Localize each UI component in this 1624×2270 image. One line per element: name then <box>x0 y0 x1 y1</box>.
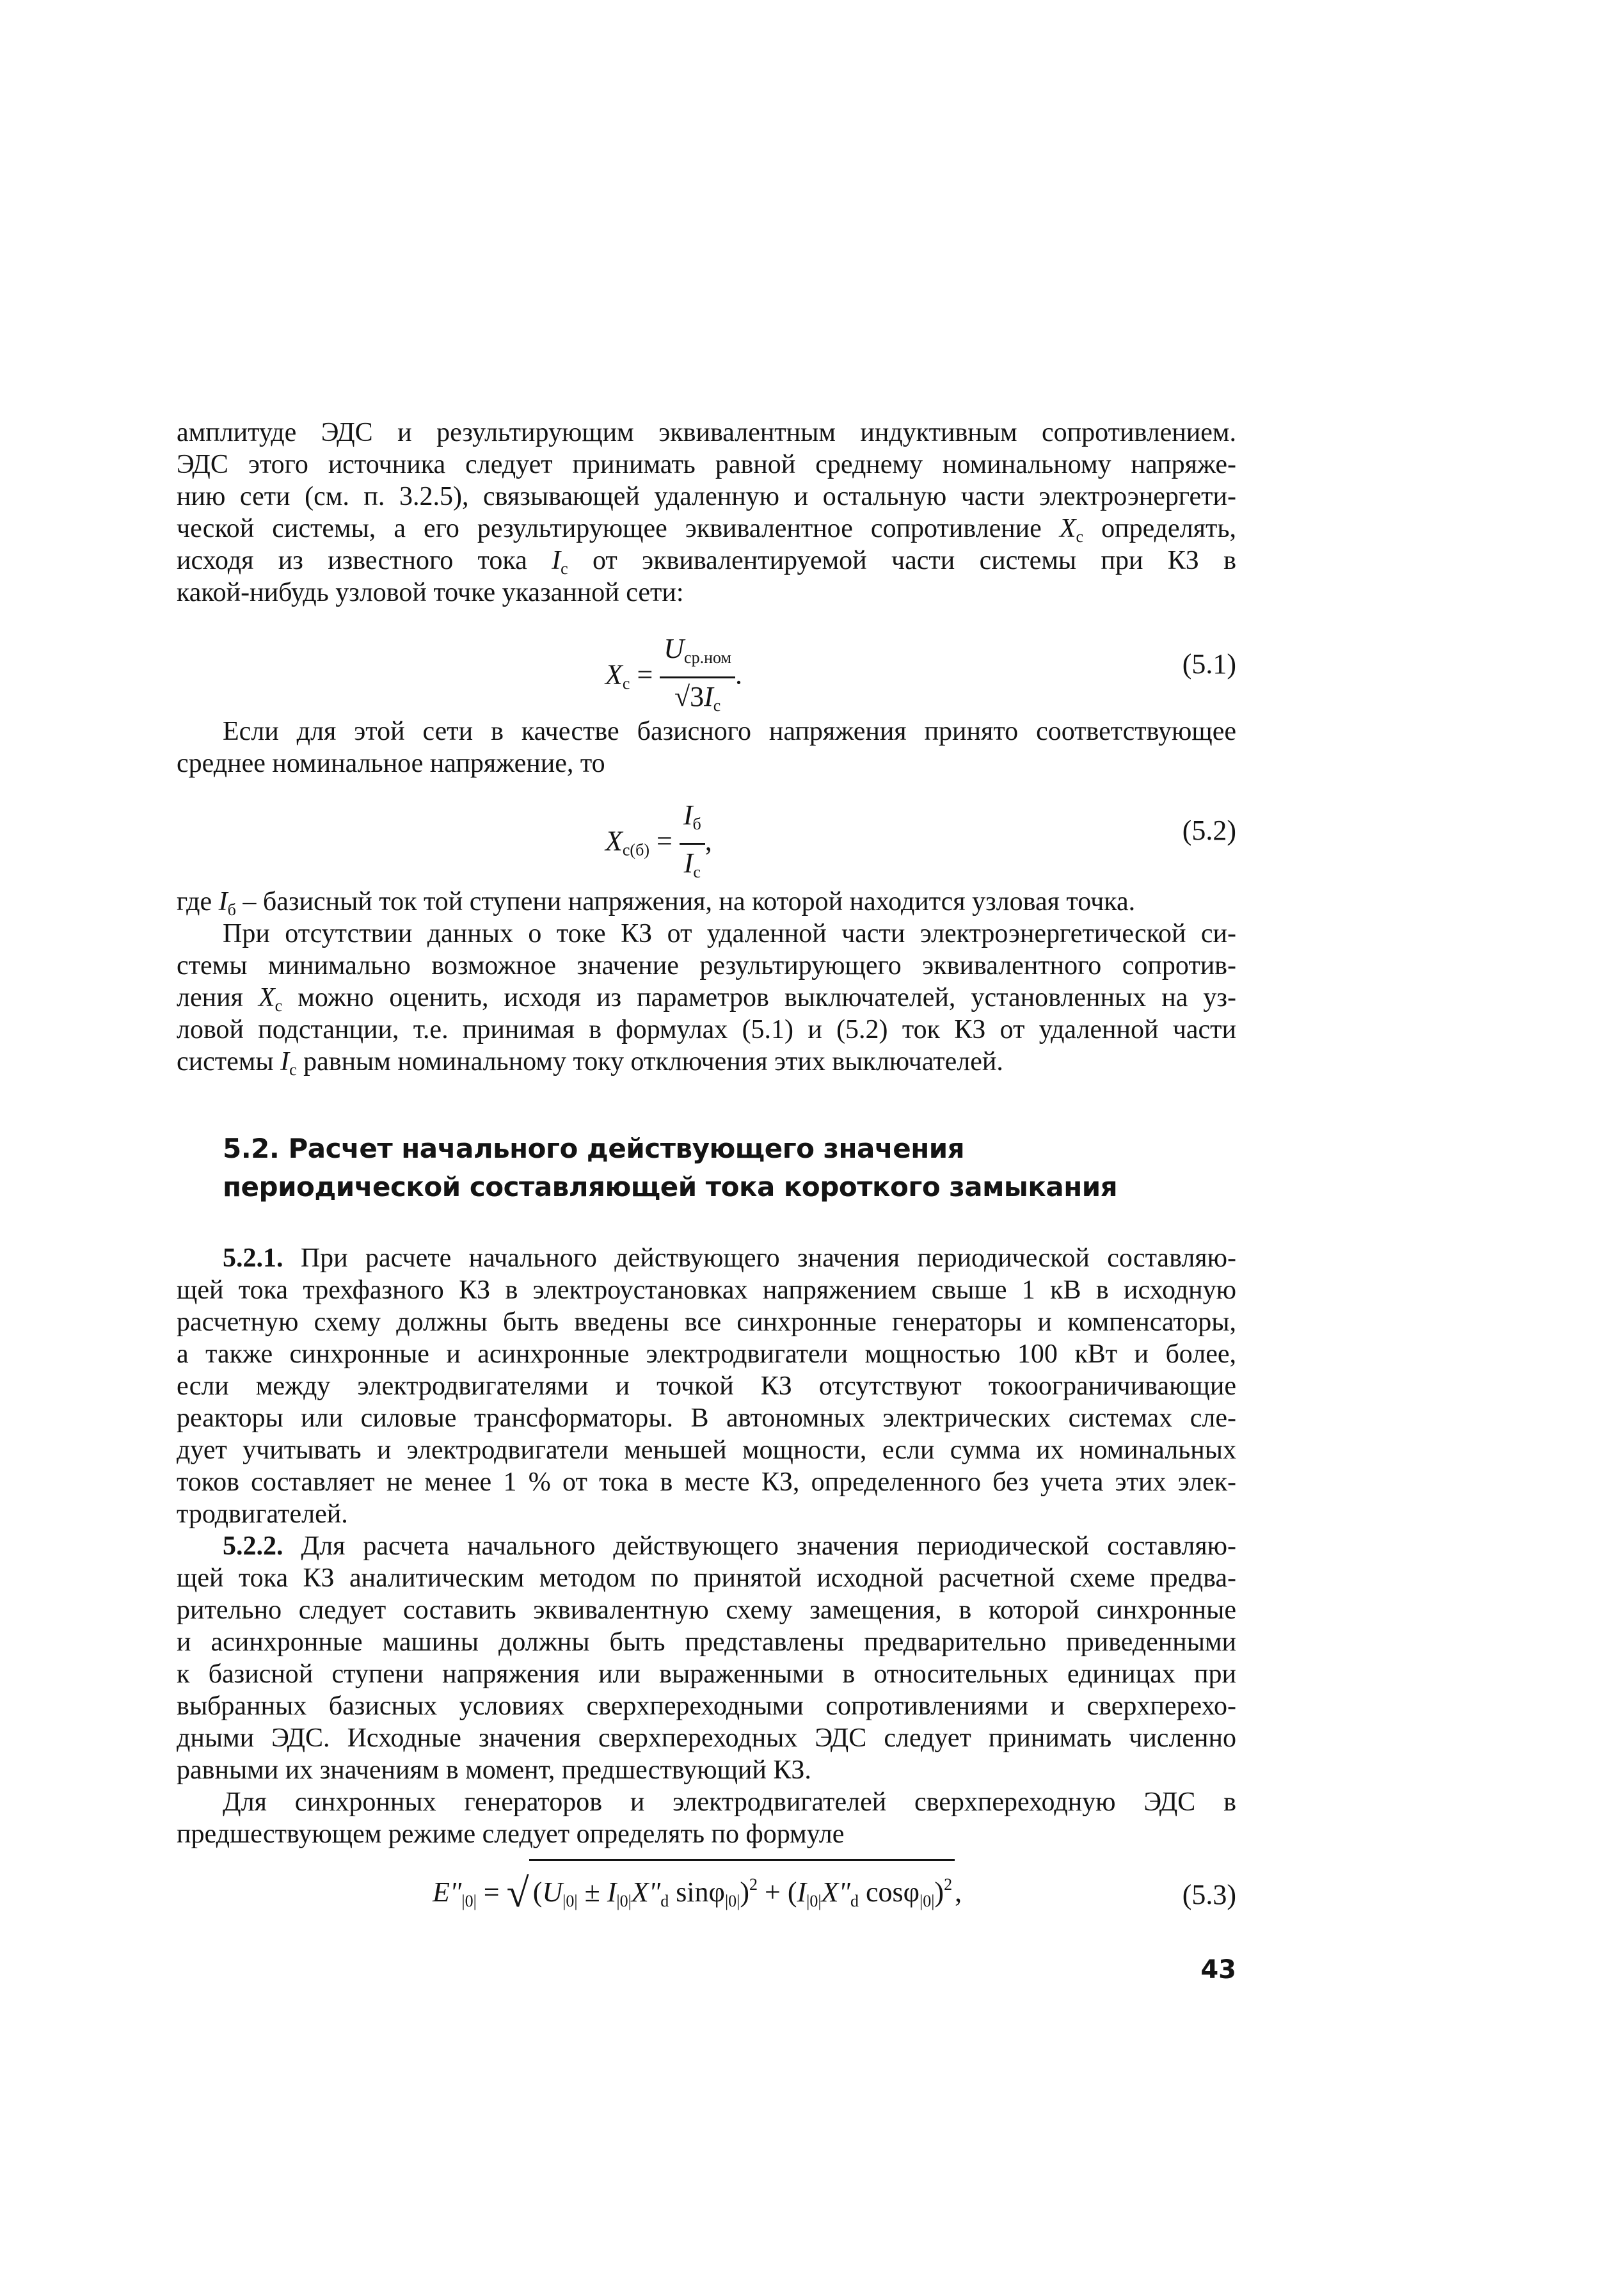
s522-line2: щей тока КЗ аналитическим методом по принятой исходной расчетной схеме предва- <box>177 1563 1236 1593</box>
equation-number: (5.1) <box>1182 648 1236 680</box>
s522-line7: дными ЭДС. Исходные значения сверхпереходных ЭДС следует принимать численно <box>177 1723 1236 1753</box>
para1-line2: ЭДС этого источника следует принимать равной среднему номинальному напряже- <box>177 450 1236 479</box>
s521-line5: если между электродвигателями и точкой КЗ отсутствуют токоограничивающие <box>177 1371 1236 1401</box>
para5-line2: предшествующем режиме следует определять по формуле <box>177 1819 845 1849</box>
formula-5-1: $X_с$ = $\frac{U_{ср.ном}}{√3I_с}$ . <box>605 630 742 724</box>
para4-line2: стемы минимально возможное значение результирующего эквивалентного сопротив- <box>177 951 1236 980</box>
equation-number: (5.2) <box>1182 815 1236 846</box>
s521-line7: дует учитывать и электродвигатели меньшей мощности, если сумма их номинальных <box>177 1435 1236 1465</box>
s521-line1: 5.2.1. При расчете начального действующего значения периодической составляю- <box>223 1243 1236 1273</box>
equation-number: (5.3) <box>1182 1879 1236 1910</box>
s521-line9: тродвигателей. <box>177 1499 348 1529</box>
para1-line6: какой-нибудь узловой точке указанной сети: <box>177 578 684 607</box>
para3-line1: где $I_б$ – базисный ток той ступени напряжения, на которой находится узловая точка. <box>177 887 1136 919</box>
formula-5-2: $X_{с(б)}$ = $\frac{I_б}{I_с}$ , <box>605 797 712 891</box>
s522-line4: и асинхронные машины должны быть представлены предварительно приведенными <box>177 1627 1236 1657</box>
para4-line3: ления $X_с$ можно оценить, исходя из параметров выключателей, установленных на уз- <box>177 983 1237 1015</box>
fraction: $\frac{U_{ср.ном}}{√3I_с}$ <box>660 630 735 724</box>
s522-line8: равными их значениям в момент, предшествующий КЗ. <box>177 1755 811 1785</box>
para5-line1: Для синхронных генераторов и электродвигателей сверхпереходную ЭДС в <box>223 1787 1236 1817</box>
para4-line1: При отсутствии данных о токе КЗ от удаленной части электроэнергетической си- <box>223 919 1236 948</box>
para1-line5: исходя из известного тока $I_с$ от эквивалентируемой части системы при КЗ в <box>177 546 1236 578</box>
s521-line3: расчетную схему должны быть введены все синхронные генераторы и компенсаторы, <box>177 1307 1236 1337</box>
s522-line5: к базисной ступени напряжения или выраженными в относительных единицах при <box>177 1659 1236 1689</box>
radicand: ($U_{|0|}$ ± $I_{|0|}X"_d$ $\sin\varphi_{|0|})^2 + (I_{|0|}X"_d$ cosφ$_{|0|}$)$^2$ <box>529 1859 955 1924</box>
para2-line1: Если для этой сети в качестве базисного напряжения принято соответствующее <box>223 717 1236 746</box>
s522-line3: рительно следует составить эквивалентную схему замещения, в которой синхронные <box>177 1595 1236 1625</box>
formula-5-3: $E"_{|0|}$ = √ ($U_{|0|}$ ± $I_{|0|}X"_d$ $\sin\varphi_{|0|})^2 + (I_{|0|}X"_d$ cosφ$_{|0|}$)$^2$, <box>433 1859 962 1924</box>
s522-line6: выбранных базисных условиях сверхпереходными сопротивлениями и сверхперехо- <box>177 1691 1236 1721</box>
section-heading-line1: 5.2. Расчет начального действующего значения <box>223 1133 965 1164</box>
s522-line1: 5.2.2. Для расчета начального действующего значения периодической составляю- <box>223 1531 1236 1561</box>
para1-line3: нию сети (см. п. 3.2.5), связывающей удаленную и остальную части электроэнергети- <box>177 482 1236 511</box>
para2-line2: среднее номинальное напряжение, то <box>177 749 605 778</box>
s521-line8: токов составляет не менее 1 % от тока в месте КЗ, определенного без учета этих элек- <box>177 1467 1236 1497</box>
para1-line4: ческой системы, а его результирующее эквивалентное сопротивление $X_с$ определять, <box>177 514 1236 546</box>
fraction: $\frac{I_б}{I_с}$ <box>680 797 705 891</box>
section-heading-line2: периодической составляющей тока короткого замыкания <box>223 1171 1118 1203</box>
s521-line4: а также синхронные и асинхронные электродвигатели мощностью 100 кВт и более, <box>177 1339 1236 1369</box>
para4-line4: ловой подстанции, т.е. принимая в формулах (5.1) и (5.2) ток КЗ от удаленной части <box>177 1015 1236 1044</box>
para1-line1: амплитуде ЭДС и результирующим эквивалентным индуктивным сопротивлением. <box>177 418 1236 447</box>
page-number: 43 <box>1200 1955 1236 1985</box>
s521-line2: щей тока трехфазного КЗ в электроустановках напряжением свыше 1 кВ в исходную <box>177 1275 1236 1305</box>
s521-line6: реакторы или силовые трансформаторы. В автономных электрических системах сле- <box>177 1403 1236 1433</box>
para4-line5: системы $I_с$ равным номинальному току отключения этих выключателей. <box>177 1047 1003 1079</box>
